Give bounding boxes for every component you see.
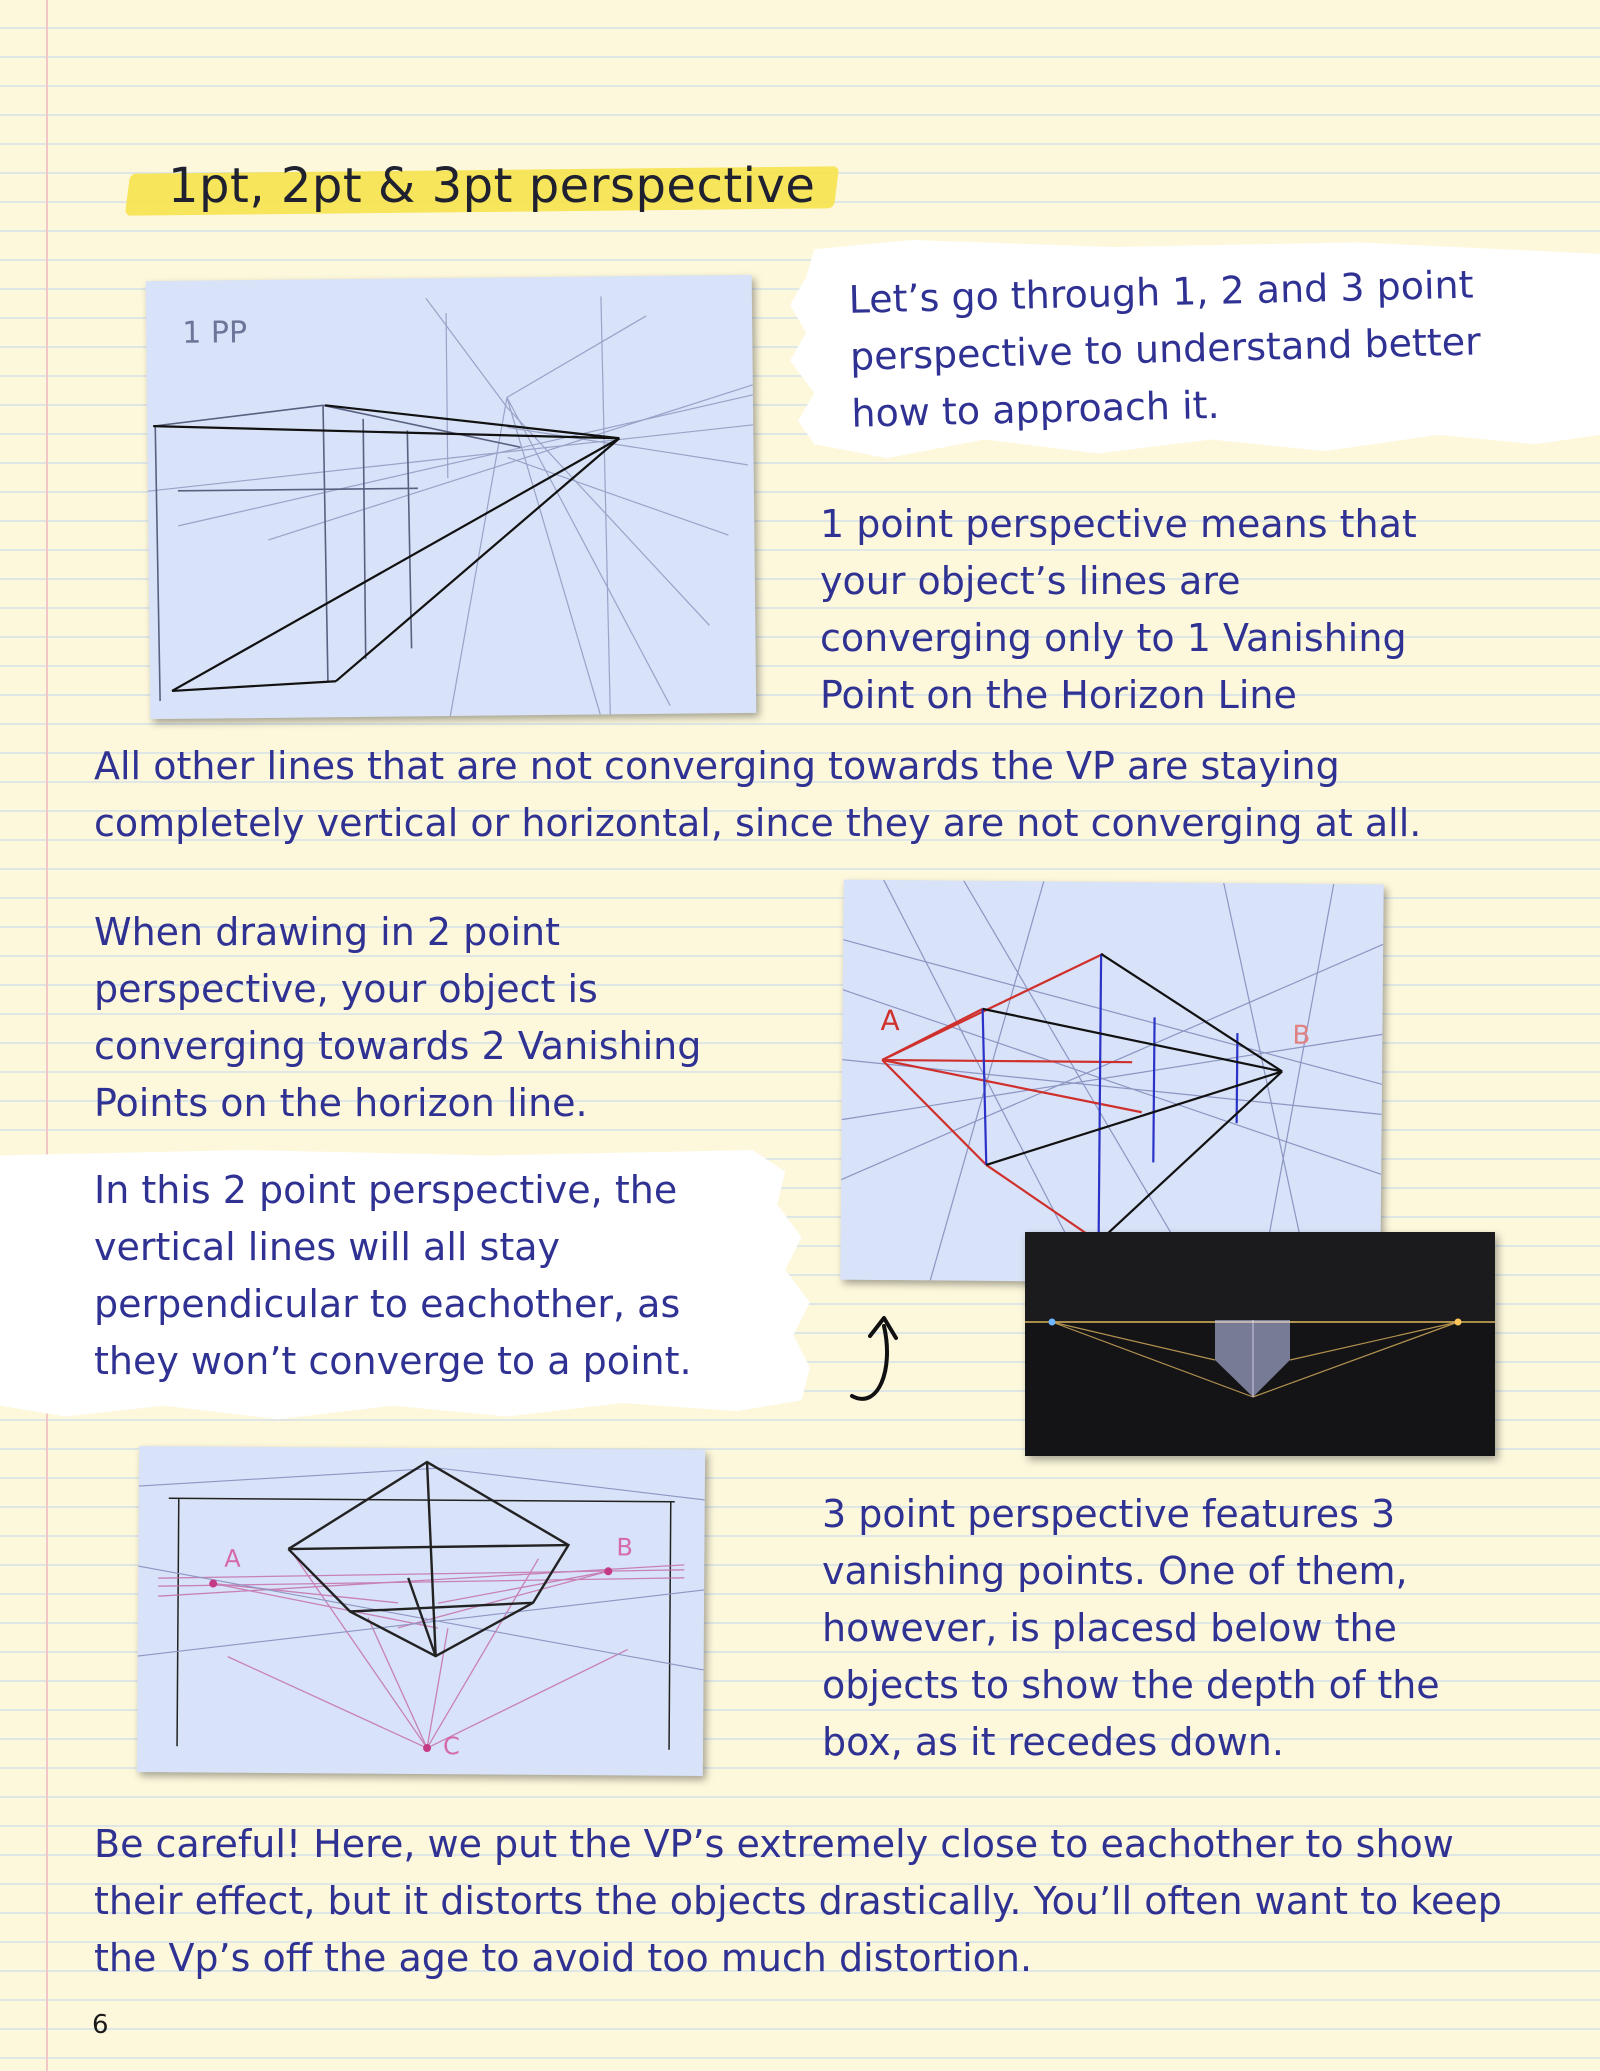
two-point-3d-render	[1025, 1232, 1495, 1456]
three-point-sketch	[137, 1446, 705, 1776]
three-point-sketch-photo	[137, 1446, 705, 1776]
curved-arrow-icon	[848, 1300, 928, 1410]
three-point-label-a: A	[224, 1544, 241, 1573]
warning-paragraph: Be careful! Here, we put the VP’s extremely close to eachother to show their effect, but it distorts the objects drastically. You’ll often want to keep the Vp’s off the age to avoid too much distortion.	[94, 1822, 1502, 1980]
three-point-label-b: B	[616, 1533, 634, 1562]
page-number: 6	[92, 2010, 109, 2040]
two-point-3d-render-drawing	[1025, 1232, 1495, 1456]
one-point-sketch-label: 1 PP	[182, 315, 248, 351]
notebook-margin-line	[46, 0, 48, 2071]
three-point-label-c: C	[442, 1732, 460, 1761]
intro-note-text: Let’s go through 1, 2 and 3 point perspective to understand better how to approach it.	[848, 262, 1482, 436]
two-point-sketch-photo	[840, 880, 1383, 1285]
two-point-sketch	[840, 880, 1383, 1285]
one-point-sketch-photo	[146, 275, 757, 719]
other-lines-paragraph: All other lines that are not converging towards the VP are staying completely vertical or horizontal, since they are not converging at all.	[94, 744, 1422, 845]
two-point-note-text: In this 2 point perspective, the vertical lines will all stay perpendicular to eachother, as they won’t converge to a point.	[94, 1168, 692, 1383]
two-point-paragraph: When drawing in 2 point perspective, your object is converging towards 2 Vanishing Points on the horizon line.	[94, 910, 702, 1125]
two-point-label-b: B	[1292, 1020, 1311, 1051]
one-point-paragraph: 1 point perspective means that your object’s lines are converging only to 1 Vanishing Point on the Horizon Line	[820, 502, 1417, 717]
page-title: 1pt, 2pt & 3pt perspective	[168, 158, 816, 214]
two-point-label-a: A	[880, 1003, 900, 1038]
title-block	[128, 158, 836, 220]
three-point-paragraph: 3 point perspective features 3 vanishing points. One of them, however, is placesd below the objects to show the depth of the box, as it recedes down.	[822, 1492, 1440, 1764]
one-point-sketch	[146, 275, 757, 719]
